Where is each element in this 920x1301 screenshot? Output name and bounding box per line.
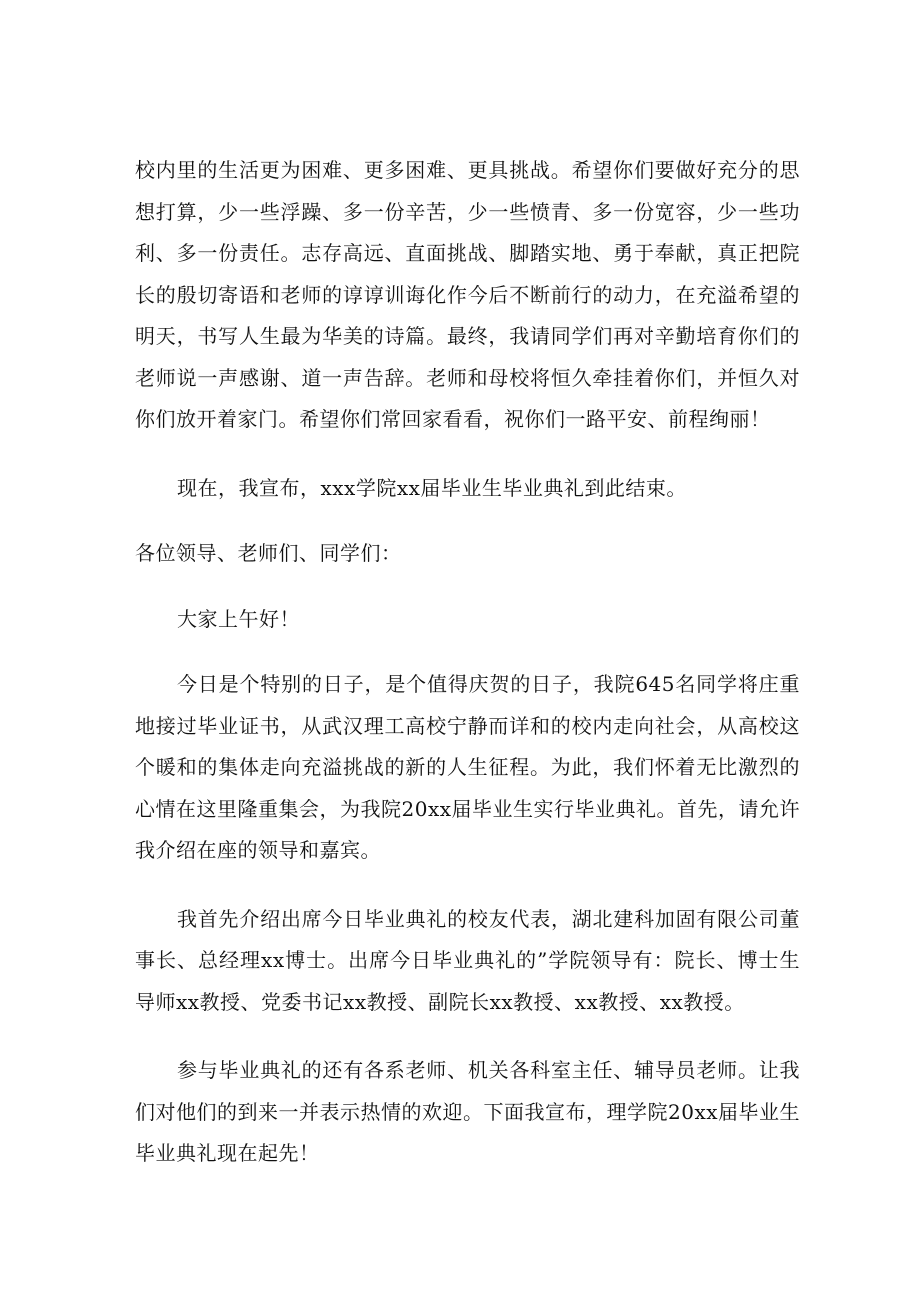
paragraph-salutation: 各位领导、老师们、同学们：	[135, 541, 402, 565]
paragraph-ceremony-start: 参与毕业典礼的还有各系老师、机关各科室主任、辅导员老师。让我们对他们的到来一并表示热情的欢迎。下面我宣布，理学院20xx届毕业生毕业典礼现在起先！	[135, 1058, 801, 1165]
paragraph-greeting: 大家上午好！	[177, 606, 300, 631]
paragraph-introduction: 今日是个特别的日子，是个值得庆贺的日子，我院645名同学将庄重地接过毕业证书，从武汉理工高校宁静而详和的校内走向社会，从高校这个暖和的集体走向充溢挑战的新的人生征程。为此，我们怀着无比激烈的心情在这里隆重集会，为我院20xx届毕业生实行毕业典礼。首先，请允许我介绍在座的领导和嘉宾。	[135, 672, 801, 862]
paragraph-closing-remarks: 校内里的生活更为困难、更多困难、更具挑战。希望你们要做好充分的思想打算，少一些浮躁、多一份辛苦，少一些愤青、多一份宽容，少一些功利、多一份责任。志存高远、直面挑战、脚踏实地、勇于奉献，真正把院长的殷切寄语和老师的谆谆训诲化作今后不断前行的动力，在充溢希望的明天，书写人生最为华美的诗篇。最终，我请同学们再对辛勤培育你们的老师说一声感谢、道一声告辞。老师和母校将恒久牵挂着你们，并恒久对你们放开着家门。希望你们常回家看看，祝你们一路平安、前程绚丽！	[135, 158, 800, 431]
document-page	[135, 150, 800, 1202]
paragraph-ceremony-end: 现在，我宣布，xxx学院xx届毕业生毕业典礼到此结束。	[177, 475, 687, 500]
paragraph-guests: 我首先介绍出席今日毕业典礼的校友代表，湖北建科加固有限公司董事长、总经理xx博士。出席今日毕业典礼的”学院领导有：院长、博士生导师xx教授、党委书记xx教授、副院长xx教授、xx教授、xx教授。	[135, 906, 800, 1014]
